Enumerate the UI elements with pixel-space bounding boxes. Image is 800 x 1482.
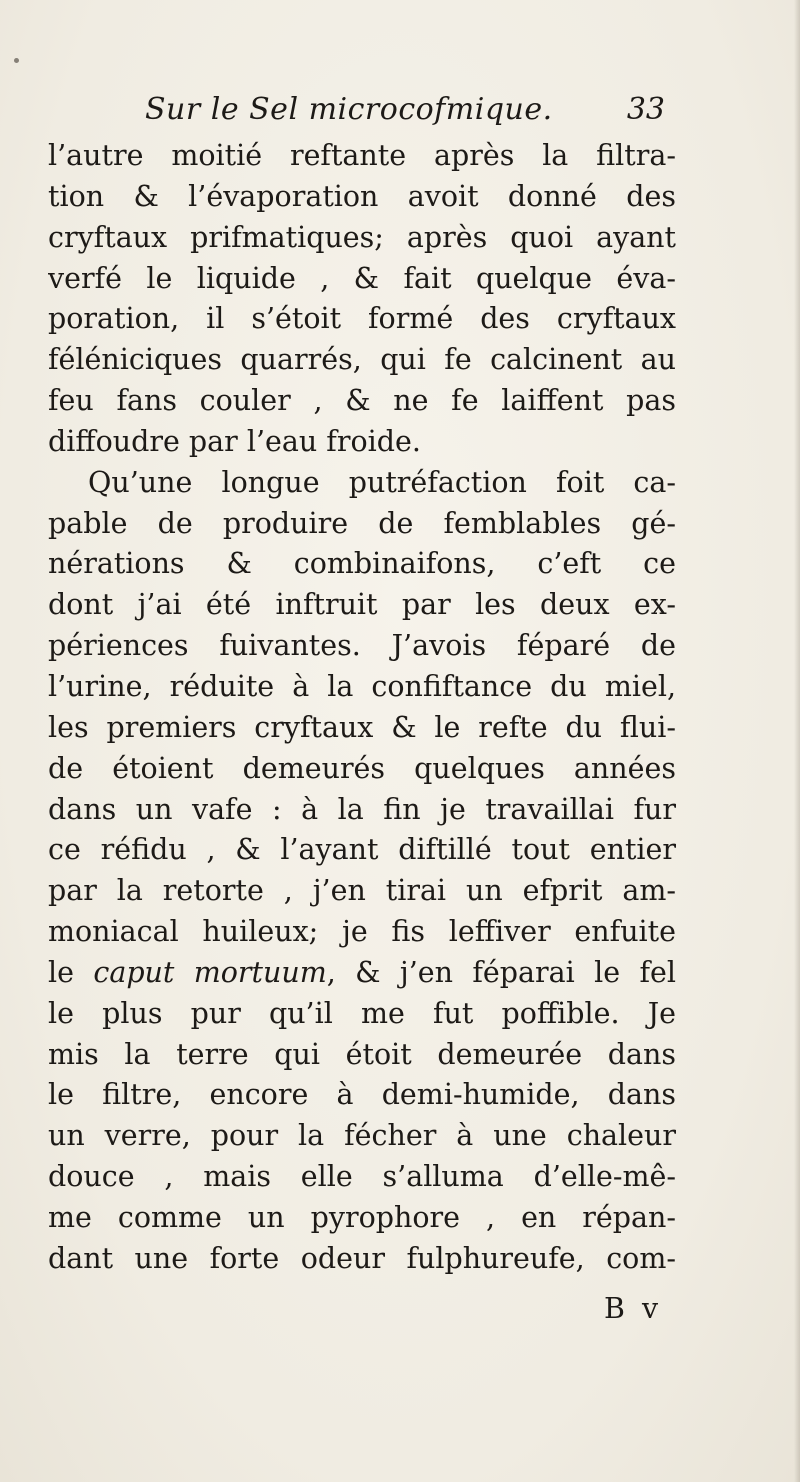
page-number: 33 xyxy=(626,92,665,127)
text-line: le plus pur qu’il me fut poffible. Je xyxy=(48,996,676,1030)
text-line-italic-phrase: le caput mortuum, & j’en féparai le fel xyxy=(48,955,676,989)
page-edge-shadow xyxy=(794,0,800,1482)
paragraph-start-line: Qu’une longue putréfaction foit ca- xyxy=(88,465,676,499)
text-line: diffoudre par l’eau froide. xyxy=(48,424,421,458)
body-text xyxy=(48,136,676,1280)
signature-mark: B v xyxy=(604,1292,663,1325)
text-line: ce réfidu , & l’ayant diftillé tout entier xyxy=(48,833,676,867)
text-line: dont j’ai été inftruit par les deux ex- xyxy=(48,588,676,622)
text-line: douce , mais elle s’alluma d’elle-mê- xyxy=(48,1160,676,1194)
text-line: l’autre moitié reftante après la filtra- xyxy=(48,139,676,172)
text-line: tion & l’évaporation avoit donné des xyxy=(48,179,676,213)
latin-phrase: caput mortuum xyxy=(93,955,327,989)
text-line: feu fans couler , & ne fe laiffent pas xyxy=(48,384,676,418)
text-line: les premiers cryftaux & le refte du flui- xyxy=(48,710,676,744)
text-line: nérations & combinaifons, c’eft ce xyxy=(48,547,676,581)
text-line: pable de produire de femblables gé- xyxy=(48,506,676,540)
text-line: féléniciques quarrés, qui fe calcinent au xyxy=(48,343,676,377)
text-line: par la retorte , j’en tirai un efprit am- xyxy=(48,874,676,908)
text-line: le filtre, encore à demi-humide, dans xyxy=(48,1078,676,1112)
text-line: moniacal huileux; je fis leffiver enfuite xyxy=(48,915,676,949)
ink-speck xyxy=(14,58,19,63)
text-line: l’urine, réduite à la confiftance du miel, xyxy=(48,669,676,703)
text-line: périences fuivantes. J’avois féparé de xyxy=(48,629,676,663)
text-line: poration, il s’étoit formé des cryftaux xyxy=(48,302,676,336)
page-header xyxy=(145,92,665,136)
text-line: un verre, pour la fécher à une chaleur xyxy=(48,1119,676,1153)
text-line: cryftaux prifmatiques; après quoi ayant xyxy=(48,220,676,254)
text-line: dans un vafe : à la fin je travaillai fur xyxy=(48,792,676,826)
text-line: de étoient demeurés quelques années xyxy=(48,751,676,785)
text-line: mis la terre qui étoit demeurée dans xyxy=(48,1037,676,1071)
text-line: me comme un pyrophore , en répan- xyxy=(48,1200,676,1234)
running-title: Sur le Sel microcofmique. xyxy=(145,92,553,127)
text-line: verfé le liquide , & fait quelque éva- xyxy=(48,261,676,295)
text-line: dant une forte odeur fulphureufe, com- xyxy=(48,1241,676,1275)
